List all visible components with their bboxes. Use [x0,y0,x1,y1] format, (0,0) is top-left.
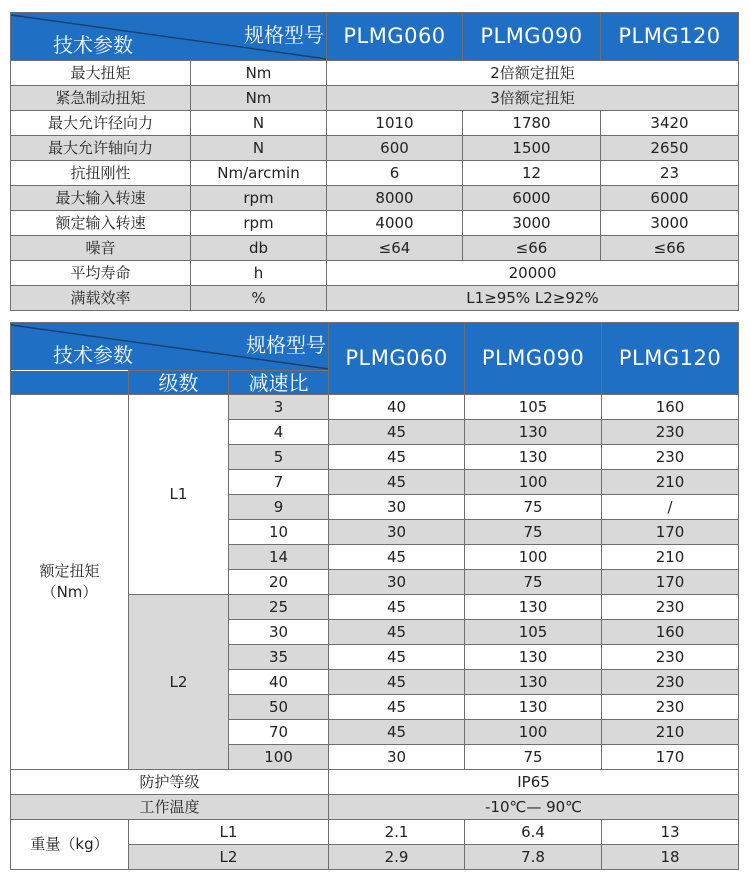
value-cell: 75 [465,520,602,545]
value-cell: 230 [602,595,739,620]
model-header: PLMG060 [327,13,463,61]
value-cell: 105 [465,395,602,420]
value-cell: 230 [602,445,739,470]
value-cell: 7.8 [465,845,602,870]
value-cell: 100 [465,545,602,570]
value-cell: 230 [602,420,739,445]
ratio-cell: 14 [229,545,329,570]
value-cell: 6000 [463,186,601,211]
value-cell: 2.9 [329,845,465,870]
value-cell: 160 [602,395,739,420]
row-name: 满载效率 [11,286,191,311]
value-cell: 100 [465,720,602,745]
value-cell: 75 [465,495,602,520]
rated-torque-label [11,395,129,770]
value-cell: 210 [602,470,739,495]
param-label: 技术参数 [53,33,133,57]
value-cell: 30 [329,570,465,595]
ratio-cell: 50 [229,695,329,720]
row-name: 工作温度 [11,795,329,820]
row-unit: rpm [191,186,327,211]
table2-corner-header [11,323,329,371]
stage-header: 级数 [129,371,229,395]
table-row [11,770,739,795]
ratio-cell: 7 [229,470,329,495]
ratio-header: 减速比 [229,371,329,395]
row-name: 最大输入转速 [11,186,191,211]
row-merged-value: -10℃— 90℃ [329,795,739,820]
stage-cell: L1 [129,820,329,845]
row-unit: rpm [191,211,327,236]
model-header: PLMG120 [601,13,739,61]
value-cell: 8000 [327,186,463,211]
value-cell: 4000 [327,211,463,236]
value-cell: 30 [329,745,465,770]
model-header: PLMG060 [329,323,465,395]
stage-cell: L1 [129,395,229,595]
value-cell: ≤66 [463,236,601,261]
param-label: 技术参数 [53,343,133,367]
ratio-cell: 25 [229,595,329,620]
ratio-cell: 4 [229,420,329,445]
table-row [11,136,739,161]
row-unit: N [191,136,327,161]
row-merged-value: 20000 [327,261,739,286]
table-row [11,395,739,420]
table-row [11,61,739,86]
row-name: 额定输入转速 [11,211,191,236]
spec-label: 规格型号 [246,333,327,357]
table1-corner-header [11,13,327,61]
ratio-cell: 35 [229,645,329,670]
value-cell: 160 [602,620,739,645]
value-cell: 1780 [463,111,601,136]
value-cell: 45 [329,720,465,745]
stage-cell: L2 [129,845,329,870]
value-cell: 13 [602,820,739,845]
spec-label: 规格型号 [244,23,324,47]
value-cell: 45 [329,420,465,445]
ratio-cell: 10 [229,520,329,545]
value-cell: 170 [602,570,739,595]
model-header: PLMG120 [602,323,739,395]
value-cell: 210 [602,720,739,745]
value-cell: 45 [329,645,465,670]
value-cell: 130 [465,445,602,470]
row-unit: N [191,111,327,136]
row-unit: Nm [191,86,327,111]
value-cell: 600 [327,136,463,161]
value-cell: ≤66 [601,236,739,261]
table-row [11,111,739,136]
table-row [11,261,739,286]
value-cell: 105 [465,620,602,645]
table-row [11,186,739,211]
model-header: PLMG090 [463,13,601,61]
table-row [11,236,739,261]
value-cell: 230 [602,645,739,670]
ratio-cell: 40 [229,670,329,695]
value-cell: 1010 [327,111,463,136]
value-cell: 30 [329,520,465,545]
table-row [11,820,739,845]
ratio-cell: 70 [229,720,329,745]
row-merged-value: L1≥95% L2≥92% [327,286,739,311]
row-unit: db [191,236,327,261]
value-cell: 45 [329,445,465,470]
value-cell: 230 [602,670,739,695]
table-row [11,795,739,820]
value-cell: 3000 [601,211,739,236]
ratio-cell: 30 [229,620,329,645]
stage-cell: L2 [129,595,229,770]
value-cell: 45 [329,620,465,645]
value-cell: 130 [465,645,602,670]
ratio-cell: 5 [229,445,329,470]
row-name: 紧急制动扭矩 [11,86,191,111]
value-cell: / [602,495,739,520]
value-cell: 170 [602,745,739,770]
rated-torque-unit: （Nm） [41,583,98,601]
value-cell: 170 [602,520,739,545]
row-unit: % [191,286,327,311]
value-cell: 100 [465,470,602,495]
value-cell: 45 [329,470,465,495]
row-name: 平均寿命 [11,261,191,286]
value-cell: 45 [329,595,465,620]
row-merged-value: 2倍额定扭矩 [327,61,739,86]
value-cell: 75 [465,745,602,770]
ratio-cell: 20 [229,570,329,595]
rated-torque-name: 额定扭矩 [39,562,100,580]
value-cell: 230 [602,695,739,720]
row-unit: Nm [191,61,327,86]
value-cell: 45 [329,545,465,570]
row-name: 噪音 [11,236,191,261]
spec-table-torque [10,322,739,870]
value-cell: 130 [465,595,602,620]
row-name: 防护等级 [11,770,329,795]
weight-label: 重量（kg） [11,820,129,870]
table-row [11,161,739,186]
spec-table-general [10,12,739,311]
value-cell: 45 [329,695,465,720]
value-cell: 1500 [463,136,601,161]
value-cell: 130 [465,420,602,445]
ratio-cell: 100 [229,745,329,770]
row-merged-value: 3倍额定扭矩 [327,86,739,111]
table-row [11,211,739,236]
value-cell: 75 [465,570,602,595]
row-name: 抗扭刚性 [11,161,191,186]
ratio-cell: 9 [229,495,329,520]
value-cell: 6 [327,161,463,186]
row-name: 最大允许轴向力 [11,136,191,161]
value-cell: 12 [463,161,601,186]
value-cell: 6000 [601,186,739,211]
header-blank [11,371,129,395]
value-cell: 6.4 [465,820,602,845]
ratio-cell: 3 [229,395,329,420]
value-cell: 2650 [601,136,739,161]
value-cell: 130 [465,695,602,720]
row-unit: Nm/arcmin [191,161,327,186]
table-row [11,286,739,311]
value-cell: 40 [329,395,465,420]
value-cell: 18 [602,845,739,870]
value-cell: 2.1 [329,820,465,845]
table-row [11,86,739,111]
value-cell: 3000 [463,211,601,236]
value-cell: ≤64 [327,236,463,261]
row-name: 最大扭矩 [11,61,191,86]
value-cell: 23 [601,161,739,186]
model-header: PLMG090 [465,323,602,395]
value-cell: 45 [329,670,465,695]
value-cell: 30 [329,495,465,520]
row-unit: h [191,261,327,286]
value-cell: 3420 [601,111,739,136]
row-name: 最大允许径向力 [11,111,191,136]
value-cell: 210 [602,545,739,570]
value-cell: 130 [465,670,602,695]
row-merged-value: IP65 [329,770,739,795]
